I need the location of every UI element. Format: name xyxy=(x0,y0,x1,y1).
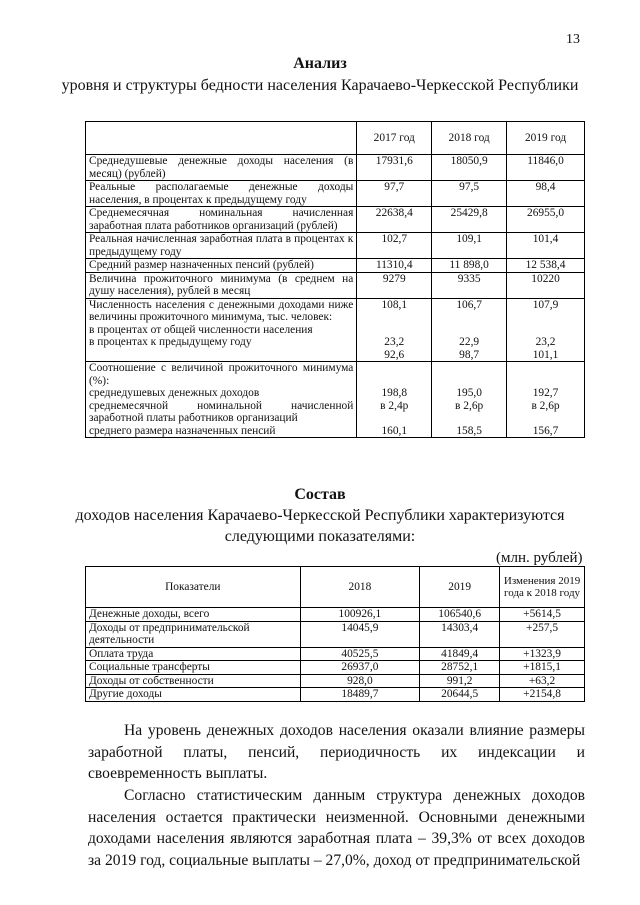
header-cell: Показатели xyxy=(86,567,301,608)
value-cell: в 2,6р xyxy=(531,399,560,412)
table-row xyxy=(86,674,585,688)
row-label: Величина прожиточного минимума (в среднем на душу населения), рублей в месяц xyxy=(86,272,357,298)
table-row xyxy=(86,233,585,259)
value-cell: 26937,0 xyxy=(300,661,420,675)
value-cell: 98,4 xyxy=(507,181,585,207)
row-label: Оплата труда xyxy=(86,647,301,661)
value-cell: +63,2 xyxy=(500,674,585,688)
row-label: Среднедушевые денежные доходы населения (в месяц) (рублей) xyxy=(86,155,357,181)
table-row xyxy=(86,688,585,702)
row-label: Доходы от предпринимательской деятельности xyxy=(86,621,301,647)
row-label: Другие доходы xyxy=(86,688,301,702)
value-cell: 108,1 xyxy=(381,298,408,311)
value-cell: 156,7 xyxy=(532,424,559,437)
value-cell xyxy=(510,362,581,375)
row-label: Средний размер назначенных пенсий (рублей) xyxy=(86,259,357,273)
value-cell: 160,1 xyxy=(381,424,408,437)
table-row xyxy=(86,661,585,675)
value-cell: 11846,0 xyxy=(507,155,585,181)
table-row xyxy=(86,647,585,661)
title-composition: Состав xyxy=(294,486,346,503)
row-label: Реальные располагаемые денежные доходы населения, в процентах к предыдущему году xyxy=(86,181,357,207)
value-cell: 991,2 xyxy=(420,674,500,688)
value-cell-group xyxy=(357,298,432,362)
value-cell-group xyxy=(432,362,507,438)
paragraph: На уровень денежных доходов населения оказали влияние размеры заработной платы, пенсий, периодичность их индексации и своевременность выплаты. xyxy=(88,722,585,782)
value-cell: 20644,5 xyxy=(420,688,500,702)
table-header-row xyxy=(86,122,585,155)
table-row-group xyxy=(86,362,585,438)
value-cell: +1323,9 xyxy=(500,647,585,661)
value-cell: +5614,5 xyxy=(500,608,585,622)
value-cell-group xyxy=(432,298,507,362)
table-header-row xyxy=(86,567,585,608)
value-cell: +1815,1 xyxy=(500,661,585,675)
value-cell: 40525,5 xyxy=(300,647,420,661)
value-cell: 158,5 xyxy=(456,424,482,437)
header-cell: 2018 xyxy=(300,567,420,608)
table-row xyxy=(86,608,585,622)
row-label: Среднемесячная номинальная начисленная заработная плата работников организаций (рублей) xyxy=(86,207,357,233)
value-cell: в 2,6р xyxy=(455,399,484,412)
value-cell: 106,7 xyxy=(456,298,482,311)
value-cell: 109,1 xyxy=(432,233,507,259)
income-table xyxy=(85,566,585,702)
row-label-group xyxy=(86,362,357,438)
value-cell: 928,0 xyxy=(300,674,420,688)
value-cell: +257,5 xyxy=(500,621,585,647)
value-cell: 11 898,0 xyxy=(432,259,507,273)
value-cell: 9279 xyxy=(357,272,432,298)
value-cell: 26955,0 xyxy=(507,207,585,233)
title-composition-subtitle-1: доходов населения Карачаево-Черкесской Республики характеризуются xyxy=(75,507,565,524)
value-cell-group xyxy=(507,362,585,438)
value-cell: 28752,1 xyxy=(420,661,500,675)
value-cell: 101,4 xyxy=(507,233,585,259)
value-cell xyxy=(435,362,503,375)
value-cell: 12 538,4 xyxy=(507,259,585,273)
value-cell: 97,5 xyxy=(432,181,507,207)
value-cell: 10220 xyxy=(507,272,585,298)
value-cell: +2154,8 xyxy=(500,688,585,702)
row-label: Реальная начисленная заработная плата в процентах к предыдущему году xyxy=(86,233,357,259)
value-cell-group xyxy=(357,362,432,438)
value-cell: 92,6 xyxy=(384,348,405,361)
value-cell: 101,1 xyxy=(532,348,559,361)
value-cell: 14303,4 xyxy=(420,621,500,647)
units-label: (млн. рублей) xyxy=(496,550,583,566)
value-cell xyxy=(360,362,428,375)
row-label: в процентах к предыдущему году xyxy=(89,336,252,348)
row-label: Соотношение с величиной прожиточного минимума (%): xyxy=(89,362,354,387)
value-cell-group xyxy=(507,298,585,362)
table-row xyxy=(86,272,585,298)
value-cell: в 2,4р xyxy=(380,399,409,412)
value-cell: 100926,1 xyxy=(300,608,420,622)
value-cell: 22638,4 xyxy=(357,207,432,233)
table-row xyxy=(86,155,585,181)
row-label: Денежные доходы, всего xyxy=(86,608,301,622)
header-cell xyxy=(86,122,357,155)
value-cell: 9335 xyxy=(432,272,507,298)
table-row-group xyxy=(86,298,585,362)
header-cell: 2017 год xyxy=(357,122,432,155)
value-cell: 23,2 xyxy=(384,336,405,348)
value-cell: 198,8 xyxy=(381,387,408,399)
row-label: среднего размера назначенных пенсий xyxy=(89,424,276,437)
value-cell: 107,9 xyxy=(532,298,559,311)
title-composition-subtitle-2: следующими показателями: xyxy=(224,528,416,545)
row-label-group xyxy=(86,298,357,362)
paragraph: Согласно статистическим данным структура денежных доходов населения остается практически неизменной. Основными денежными доходами населения являются заработная плата – 39,3% от всех доходов за 2019 год, социальные выплаты – 27,0%, доход от предпринимательской xyxy=(88,787,585,869)
title-analysis: Анализ xyxy=(293,55,347,72)
poverty-table xyxy=(85,121,585,438)
row-label: Доходы от собственности xyxy=(86,674,301,688)
row-label: среднедушевых денежных доходов xyxy=(89,387,260,399)
value-cell: 25429,8 xyxy=(432,207,507,233)
value-cell: 106540,6 xyxy=(420,608,500,622)
value-cell: 97,7 xyxy=(357,181,432,207)
table-row xyxy=(86,207,585,233)
value-cell: 17931,6 xyxy=(357,155,432,181)
header-cell: Изменения 2019 года к 2018 году xyxy=(500,567,585,608)
table-row xyxy=(86,259,585,273)
value-cell: 102,7 xyxy=(357,233,432,259)
page-number: 13 xyxy=(566,32,580,47)
header-cell: 2019 xyxy=(420,567,500,608)
value-cell: 22,9 xyxy=(459,336,480,348)
value-cell: 14045,9 xyxy=(300,621,420,647)
table-row xyxy=(86,181,585,207)
row-label: среднемесячной номинальной начисленной заработной платы работников организаций xyxy=(89,399,354,424)
value-cell: 41849,4 xyxy=(420,647,500,661)
value-cell: 98,7 xyxy=(459,348,480,361)
row-label: Численность населения с денежными доходами ниже величины прожиточного минимума, тыс. человек: xyxy=(89,298,354,323)
row-label: в процентах от общей численности населения xyxy=(89,323,313,336)
value-cell: 18050,9 xyxy=(432,155,507,181)
table-row xyxy=(86,621,585,647)
value-cell: 192,7 xyxy=(532,387,559,399)
value-cell: 11310,4 xyxy=(357,259,432,273)
row-label: Социальные трансферты xyxy=(86,661,301,675)
header-cell: 2018 год xyxy=(432,122,507,155)
value-cell: 195,0 xyxy=(456,387,482,399)
title-analysis-subtitle: уровня и структуры бедности населения Карачаево-Черкесской Республики xyxy=(61,77,579,94)
value-cell: 23,2 xyxy=(535,336,556,348)
header-cell: 2019 год xyxy=(507,122,585,155)
value-cell: 18489,7 xyxy=(300,688,420,702)
